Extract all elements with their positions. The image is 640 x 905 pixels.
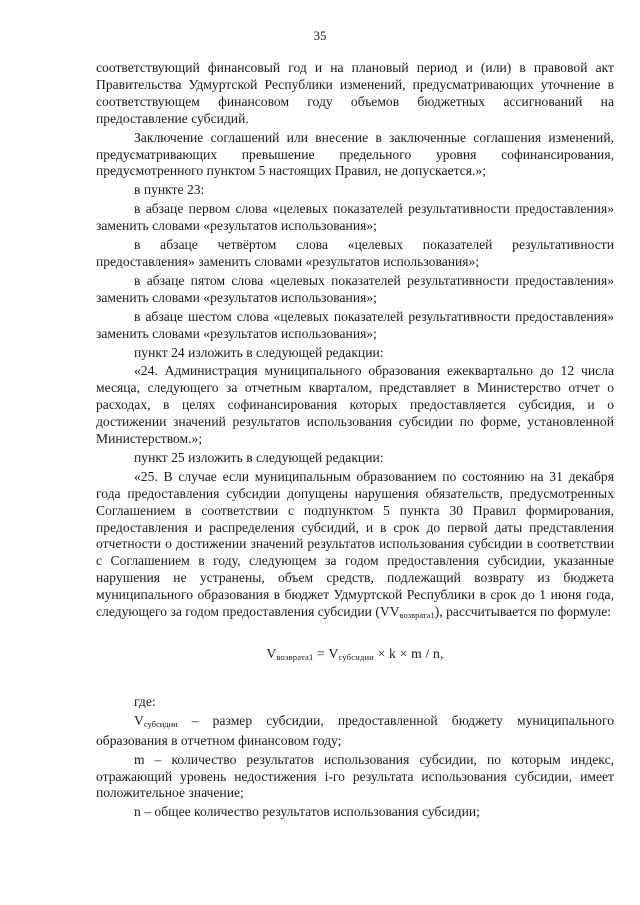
paragraph-group: [96, 60, 614, 624]
paragraph: «24. Администрация муниципального образования ежеквартально до 12 числа месяца, следующего за отчетным кварталом, представляет в Министерство отчет о расходах, в целях софинансирования которых предоставляется субсидия, и о достижении значений результатов использования субсидии по форме, установленной Министерством.»;: [96, 363, 614, 447]
paragraph: соответствующий финансовый год и на плановый период и (или) в правовой акт Правительства Удмуртской Республики изменений, предусматривающих уточнение в соответствующем финансовом году объемов бюджетных ассигнований на предоставление субсидий.: [96, 60, 614, 126]
paragraph: в абзаце пятом слова «целевых показателей результативности предоставления» заменить словами «результатов использования»;: [96, 272, 614, 305]
formula: [96, 646, 614, 666]
p25-tail: ), рассчитывается по формуле:: [434, 604, 612, 620]
p25-subscript: возврата1: [399, 610, 435, 621]
formula-rest: × k × m / n,: [373, 646, 444, 661]
page-number: 35: [313, 28, 327, 43]
paragraph-25-end: [390, 604, 611, 619]
paragraph: в абзаце шестом слова «целевых показателей результативности предоставления» заменить словами «результатов использования»;: [96, 308, 614, 341]
formula-v: V: [266, 646, 277, 661]
definition-v: [96, 713, 614, 750]
paragraph: в пункте 23:: [134, 182, 205, 198]
definition-m: m – количество результатов использования субсидии, по которым индекс, отражающий уровень недостижения i-го результата использования субсидии, имеет положительное значение;: [96, 751, 614, 801]
formula-eq: = V: [313, 646, 339, 661]
paragraph-25: [96, 469, 614, 624]
formula-sub-subsidy: субсидии: [338, 652, 374, 662]
paragraph: «25. В случае если муниципальным образованием по состоянию на 31 декабря года предоставления субсидии допущены нарушения обязательств, предусмотренных Соглашением в соответствии с подпунктом 5 пункта 30 Правил формирования, предоставления и распределения субсидий, и в срок до первой даты представления отчетности о достижении значений результатов использования субсидии в соответствии с Соглашением в году, следующем за годом предоставления субсидии, указанные нарушения не устранены, объем средств, подлежащий возврату из бюджета муниципального образования в бюджет Удмуртской Республики в срок до 1 июня года, следующего за годом предоставления субсидии (V: [96, 468, 614, 620]
def-v-text: – размер субсидии, предоставленной бюджету муниципального образования в отчетном финансовом году;: [96, 712, 614, 748]
paragraph: пункт 24 изложить в следующей редакции:: [134, 344, 384, 360]
where-label: где:: [134, 693, 156, 709]
def-v-symbol: V: [134, 712, 144, 728]
paragraph: пункт 25 изложить в следующей редакции:: [134, 449, 384, 465]
formula-sub-return: возврата1: [276, 652, 314, 662]
paragraph: в абзаце первом слова «целевых показателей результативности предоставления» заменить словами «результатов использования»;: [96, 201, 614, 234]
paragraph: Заключение соглашений или внесение в заключенные соглашения изменений, предусматривающих превышение предельного уровня софинансирования, предусмотренного пунктом 5 настоящих Правил, не допускается.»;: [96, 129, 614, 179]
definition-n: n – общее количество результатов использования субсидии;: [134, 804, 480, 820]
document-body: [96, 60, 614, 823]
p25-tail-v: V: [389, 604, 400, 620]
def-v-subscript: субсидии: [143, 718, 178, 729]
paragraph: в абзаце четвёртом слова «целевых показателей результативности предоставления» заменить словами «результатов использования»;: [96, 237, 614, 269]
